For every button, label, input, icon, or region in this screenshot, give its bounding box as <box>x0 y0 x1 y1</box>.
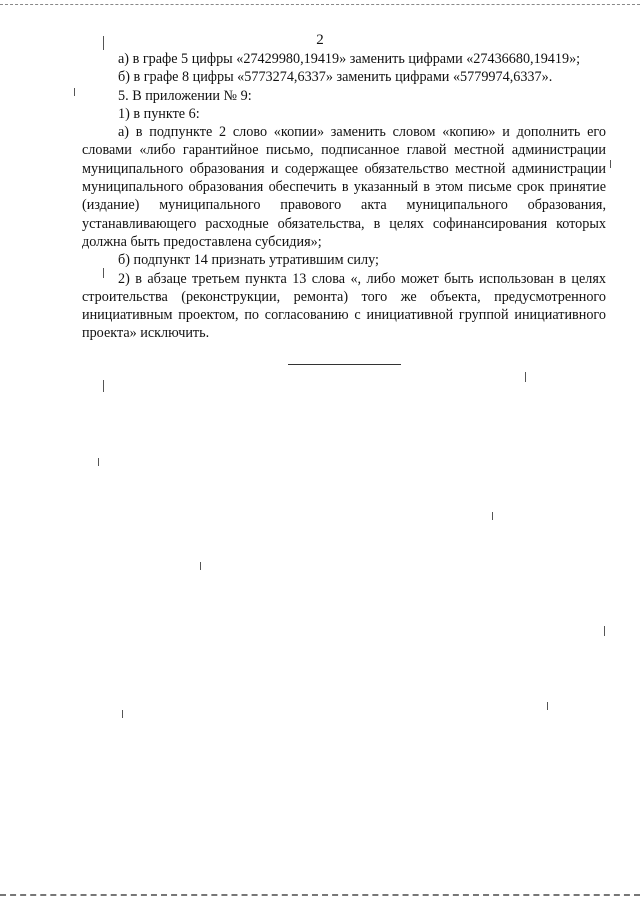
scan-edge-top <box>0 4 640 5</box>
paragraph: а) в подпункте 2 слово «копии» заменить словом «копию» и дополнить его словами «либо гарантийное письмо, подписанное главой местной администрации муниципального образования и содержащее обязательство местной администрации муниципального образования обеспечить в указанный в этом письме срок принятие (издание) муниципального правового акта муниципального образования, устанавливающего расходные обязательства, в целях софинансирования которых должна быть предоставлена субсидия»; <box>82 124 606 250</box>
scan-edge-bottom <box>0 894 640 896</box>
end-of-text-rule <box>288 364 401 365</box>
document-body <box>82 50 606 343</box>
page-number: 2 <box>316 32 324 48</box>
scan-speck <box>547 702 548 710</box>
paragraph: б) в графе 8 цифры «5773274,6337» заменить цифрами «5779974,6337». <box>118 69 553 86</box>
scan-speck <box>103 268 104 278</box>
scan-speck <box>122 710 123 718</box>
scan-speck <box>103 380 104 392</box>
paragraph: 1) в пункте 6: <box>118 105 200 122</box>
paragraph: 2) в абзаце третьем пункта 13 слова «, либо может быть использован в целях строительства (реконструкции, ремонта) того же объекта, предусмотренного инициативным проектом, по согласованию с инициативной группой инициативного проекта» исключить. <box>82 270 606 342</box>
paragraph: б) подпункт 14 признать утратившим силу; <box>118 252 379 269</box>
scan-speck <box>525 372 526 382</box>
scan-speck <box>492 512 493 520</box>
scan-speck <box>610 160 611 168</box>
paragraph: а) в графе 5 цифры «27429980,19419» заменить цифрами «27436680,19419»; <box>118 51 581 67</box>
scan-speck <box>200 562 201 570</box>
scan-speck <box>98 458 99 466</box>
scan-speck <box>103 36 104 50</box>
scan-speck <box>604 626 605 636</box>
paragraph: 5. В приложении № 9: <box>118 87 252 104</box>
scan-speck <box>74 88 75 96</box>
